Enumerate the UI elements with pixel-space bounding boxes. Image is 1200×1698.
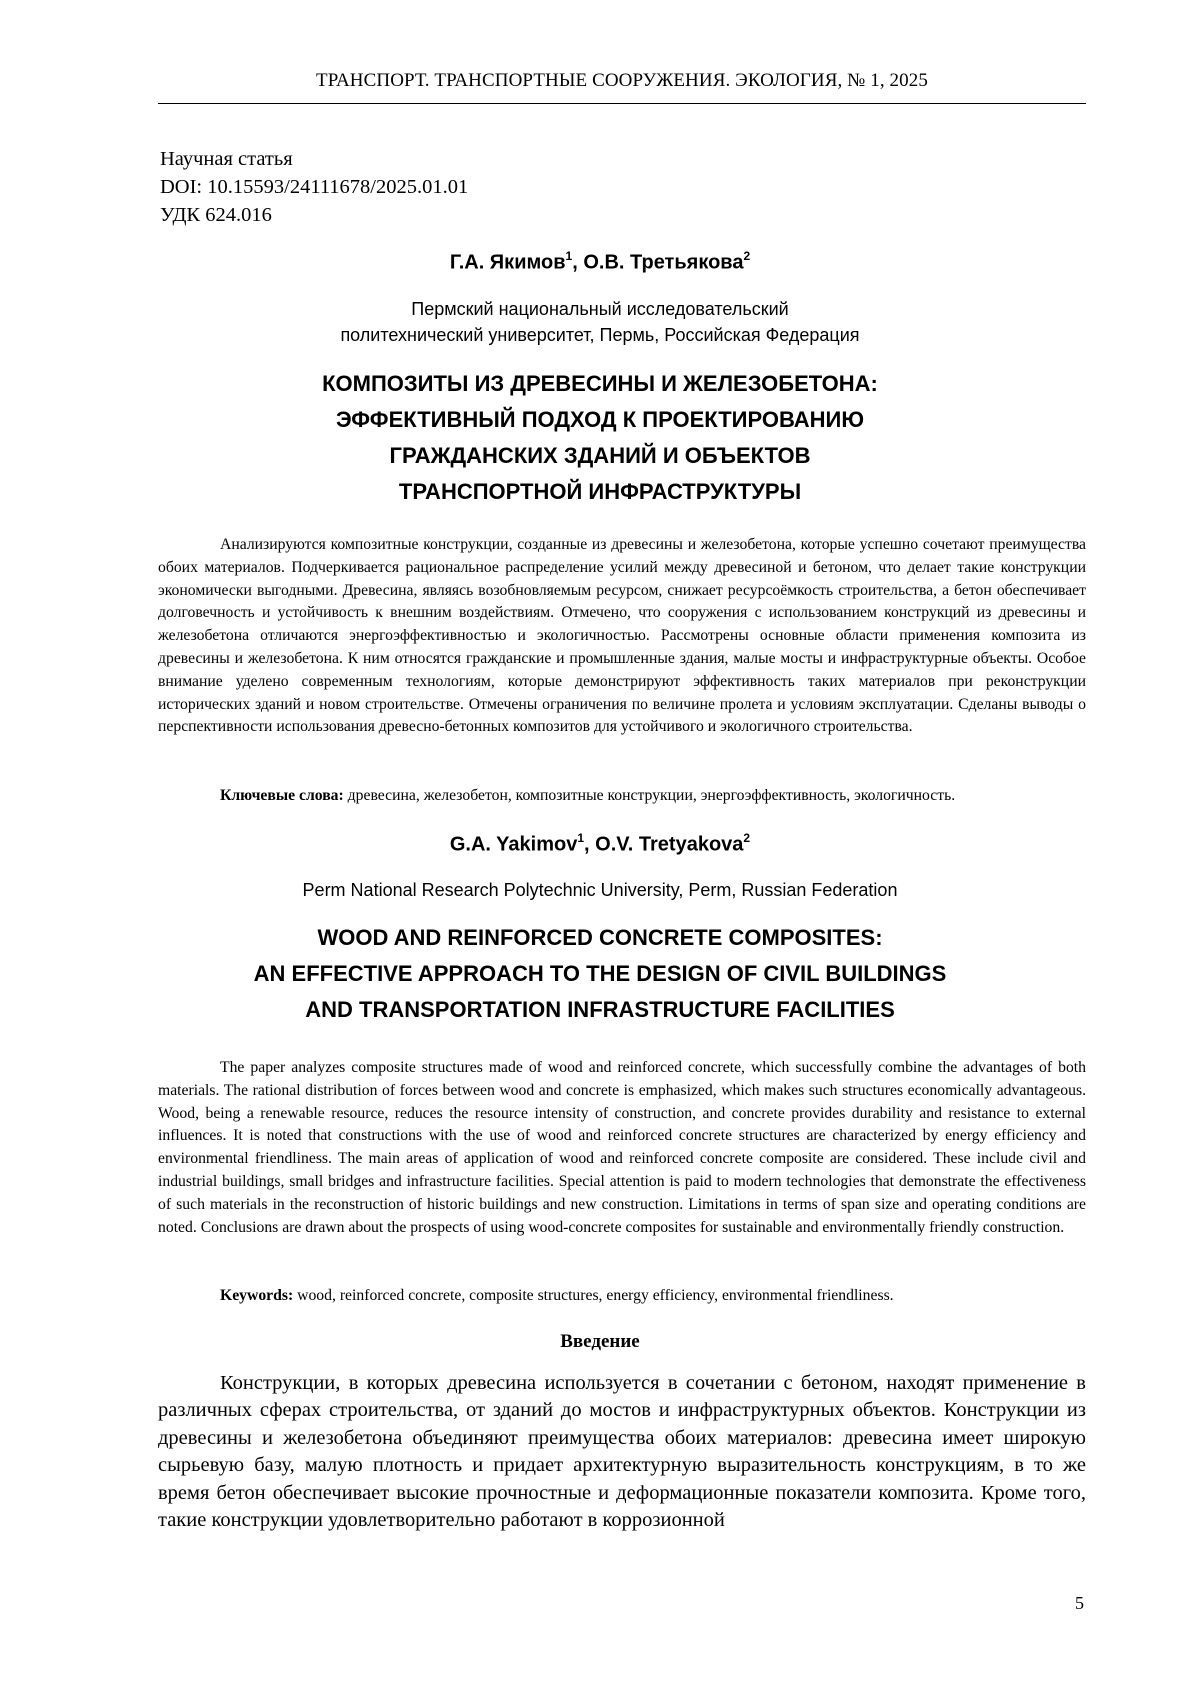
keywords-ru	[158, 785, 1086, 808]
title-line: ТРАНСПОРТНОЙ ИНФРАСТРУКТУРЫ	[0, 474, 1200, 510]
running-header: ТРАНСПОРТ. ТРАНСПОРТНЫЕ СООРУЖЕНИЯ. ЭКОЛОГИЯ, № 1, 2025	[158, 70, 1086, 92]
author-affiliation-mark: 1	[577, 831, 584, 845]
author-affiliation-mark: 1	[566, 249, 573, 263]
affiliation-en: Perm National Research Polytechnic University, Perm, Russian Federation	[0, 877, 1200, 903]
header-rule	[158, 103, 1086, 104]
author-name: G.A. Yakimov	[450, 834, 577, 856]
title-line: ГРАЖДАНСКИХ ЗДАНИЙ И ОБЪЕКТОВ	[0, 438, 1200, 474]
title-line: КОМПОЗИТЫ ИЗ ДРЕВЕСИНЫ И ЖЕЛЕЗОБЕТОНА:	[0, 366, 1200, 402]
author-separator: ,	[584, 834, 595, 856]
authors-ru	[0, 250, 1200, 275]
author-name: Г.А. Якимов	[450, 252, 566, 274]
title-ru	[0, 366, 1200, 510]
affiliation-line: Пермский национальный исследовательский	[0, 296, 1200, 322]
authors-en	[0, 832, 1200, 857]
doi: DOI: 10.15593/24111678/2025.01.01	[160, 173, 468, 201]
keywords-en	[158, 1285, 1086, 1308]
paper-page	[0, 0, 1200, 1698]
page-number: 5	[1075, 1593, 1084, 1614]
article-type: Научная статья	[160, 145, 468, 173]
author-name: О.В. Третьякова	[583, 252, 743, 274]
keywords-label: Ключевые слова:	[220, 787, 344, 804]
keywords-label: Keywords:	[220, 1287, 293, 1304]
section-heading-introduction: Введение	[0, 1331, 1200, 1353]
title-line: WOOD AND REINFORCED CONCRETE COMPOSITES:	[0, 920, 1200, 956]
title-line: AN EFFECTIVE APPROACH TO THE DESIGN OF CIVIL BUILDINGS	[0, 956, 1200, 992]
udk: УДК 624.016	[160, 201, 468, 229]
abstract-ru: Анализируются композитные конструкции, созданные из древесины и железобетона, которые успешно сочетают преимущества обоих материалов. Подчеркивается рациональное распределение усилий между древесиной и бетоном, что делает такие конструкции экономически выгодными. Древесина, являясь возобновляемым ресурсом, снижает ресурсоёмкость строительства, а бетон обеспечивает долговечность и устойчивость к внешним воздействиям. Отмечено, что сооружения с использованием конструкций из древесины и железобетона отличаются энергоэффективностью и экологичностью. Рассмотрены основные области применения композита из древесины и железобетона. К ним относятся гражданские и промышленные здания, малые мосты и инфраструктурные объекты. Особое внимание уделено современным технологиям, которые демонстрируют эффективность таких материалов при реконструкции исторических зданий и новом строительстве. Отмечены ограничения по величине пролета и условиям эксплуатации. Сделаны выводы о перспективности использования древесно-бетонных композитов для устойчивого и экологичного строительства.	[158, 534, 1086, 739]
keywords-list: wood, reinforced concrete, composite structures, energy efficiency, environmental friendliness.	[293, 1287, 893, 1304]
keywords-list: древесина, железобетон, композитные конструкции, энергоэффективность, экологичность.	[344, 787, 955, 804]
affiliation-ru	[0, 296, 1200, 348]
introduction-paragraph: Конструкции, в которых древесина используется в сочетании с бетоном, находят применение в различных сферах строительства, от зданий до мостов и инфраструктурных объектов. Конструкции из древесины и железобетона объединяют преимущества обоих материалов: древесина имеет широкую сырьевую базу, малую плотность и придает архитектурную выразительность конструкциям, в то же время бетон обеспечивает высокие прочностные и деформационные показатели композита. Кроме того, такие конструкции удовлетворительно работают в коррозионной	[158, 1370, 1086, 1534]
article-meta	[160, 145, 468, 229]
author-affiliation-mark: 2	[743, 831, 750, 845]
title-line: ЭФФЕКТИВНЫЙ ПОДХОД К ПРОЕКТИРОВАНИЮ	[0, 402, 1200, 438]
affiliation-line: политехнический университет, Пермь, Российская Федерация	[0, 322, 1200, 348]
author-affiliation-mark: 2	[743, 249, 750, 263]
author-name: O.V. Tretyakova	[595, 834, 743, 856]
author-separator: ,	[572, 252, 583, 274]
title-en	[0, 920, 1200, 1028]
title-line: AND TRANSPORTATION INFRASTRUCTURE FACILITIES	[0, 992, 1200, 1028]
abstract-en: The paper analyzes composite structures made of wood and reinforced concrete, which successfully combine the advantages of both materials. The rational distribution of forces between wood and concrete is emphasized, which makes such structures economically advantageous. Wood, being a renewable resource, reduces the resource intensity of construction, and concrete provides durability and resistance to external influences. It is noted that constructions with the use of wood and reinforced concrete structures are characterized by energy efficiency and environmental friendliness. The main areas of application of wood and reinforced concrete composite are considered. These include civil and industrial buildings, small bridges and infrastructure facilities. Special attention is paid to modern technologies that demonstrate the effectiveness of such materials in the reconstruction of historic buildings and new construction. Limitations in terms of span size and operating conditions are noted. Conclusions are drawn about the prospects of using wood-concrete composites for sustainable and environmentally friendly construction.	[158, 1057, 1086, 1239]
